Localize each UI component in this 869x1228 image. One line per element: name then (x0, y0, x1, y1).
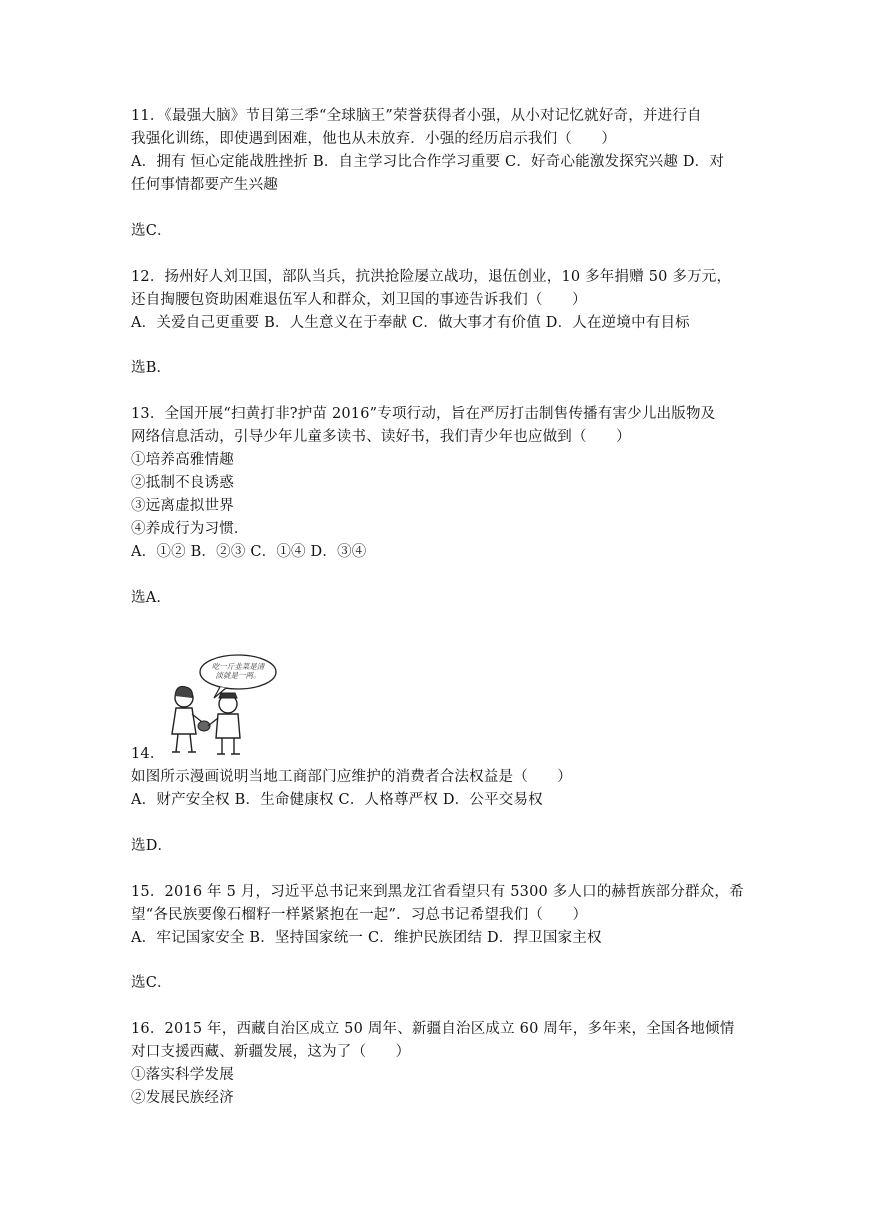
q11-line-2: 我强化训练，即使遇到困难，他也从未放弃．小强的经历启示我们（ ） (131, 131, 617, 147)
q16-line-2: 对口支援西藏、新疆发展，这为了（ ） (131, 1044, 411, 1060)
q13-answer: 选A． (131, 590, 172, 606)
q14-answer: 选D． (131, 838, 173, 854)
q16-option-2: ②发展民族经济 (131, 1090, 234, 1106)
q13-option-3: ③远离虚拟世界 (131, 498, 234, 514)
q13-option-1: ①培养高雅情趣 (131, 452, 234, 468)
q13-choices: A．①② B．②③ C．①④ D．③④ (131, 544, 367, 560)
q16-line-1: 16．2015 年，西藏自治区成立 50 周年、新疆自治区成立 60 周年，多年来，全国各地倾情 (131, 1021, 735, 1037)
q13-line-1: 13．全国开展“扫黄打非?护苗 2016”专项行动，旨在严厉打击制售传播有害少儿出版物及 (131, 406, 716, 422)
q14-line-1: 如图所示漫画说明当地工商部门应维护的消费者合法权益是（ ） (131, 769, 572, 785)
q15-choices: A．牢记国家安全 B．坚持国家统一 C．维护民族团结 D．捍卫国家主权 (131, 930, 602, 946)
q16-option-1: ①落实科学发展 (131, 1067, 234, 1083)
q14-choices: A．财产安全权 B．生命健康权 C．人格尊严权 D．公平交易权 (131, 792, 543, 808)
q15-answer: 选C． (131, 975, 172, 991)
q15-line-1: 15．2016 年 5 月，习近平总书记来到黑龙江省看望只有 5300 多人口的赫哲族部分群众，希 (131, 884, 744, 900)
q15-line-2: 望“各民族要像石榴籽一样紧紧抱在一起”．习总书记希望我们（ ） (131, 907, 588, 923)
q13-option-4: ④养成行为习惯． (131, 521, 249, 537)
q12-line-1: 12．扬州好人刘卫国，部队当兵，抗洪抢险屡立战功，退伍创业，10 多年捐赠 50 多万元， (131, 269, 732, 285)
q11-line-3: A．拥有 恒心定能战胜挫折 B．自主学习比合作学习重要 C．好奇心能激发探究兴趣 D．对 (131, 154, 725, 170)
q11-answer: 选C． (131, 223, 172, 239)
q12-line-2: 还自掏腰包资助困难退伍军人和群众，刘卫国的事迹告诉我们（ ） (131, 292, 587, 308)
q13-line-2: 网络信息活动，引导少年儿童多读书、读好书，我们青少年也应做到（ ） (131, 429, 631, 445)
q13-option-2: ②抵制不良诱惑 (131, 475, 234, 491)
q12-line-3: A．关爱自己更重要 B．人生意义在于奉献 C．做大事才有价值 D．人在逆境中有目标 (131, 315, 690, 331)
q11-line-4: 任何事情都要产生兴趣 (131, 177, 278, 193)
q12-answer: 选B． (131, 360, 172, 376)
consumer-cartoon-image (162, 652, 278, 758)
q14-number: 14． (131, 746, 165, 762)
q11-line-1: 11．《最强大脑》节目第三季“全球脑王”荣誉获得者小强，从小对记忆就好奇，并进行自 (131, 108, 702, 124)
speech-bubble-text: 吃一斤韭菜是清淡就是一两。 (211, 662, 265, 680)
